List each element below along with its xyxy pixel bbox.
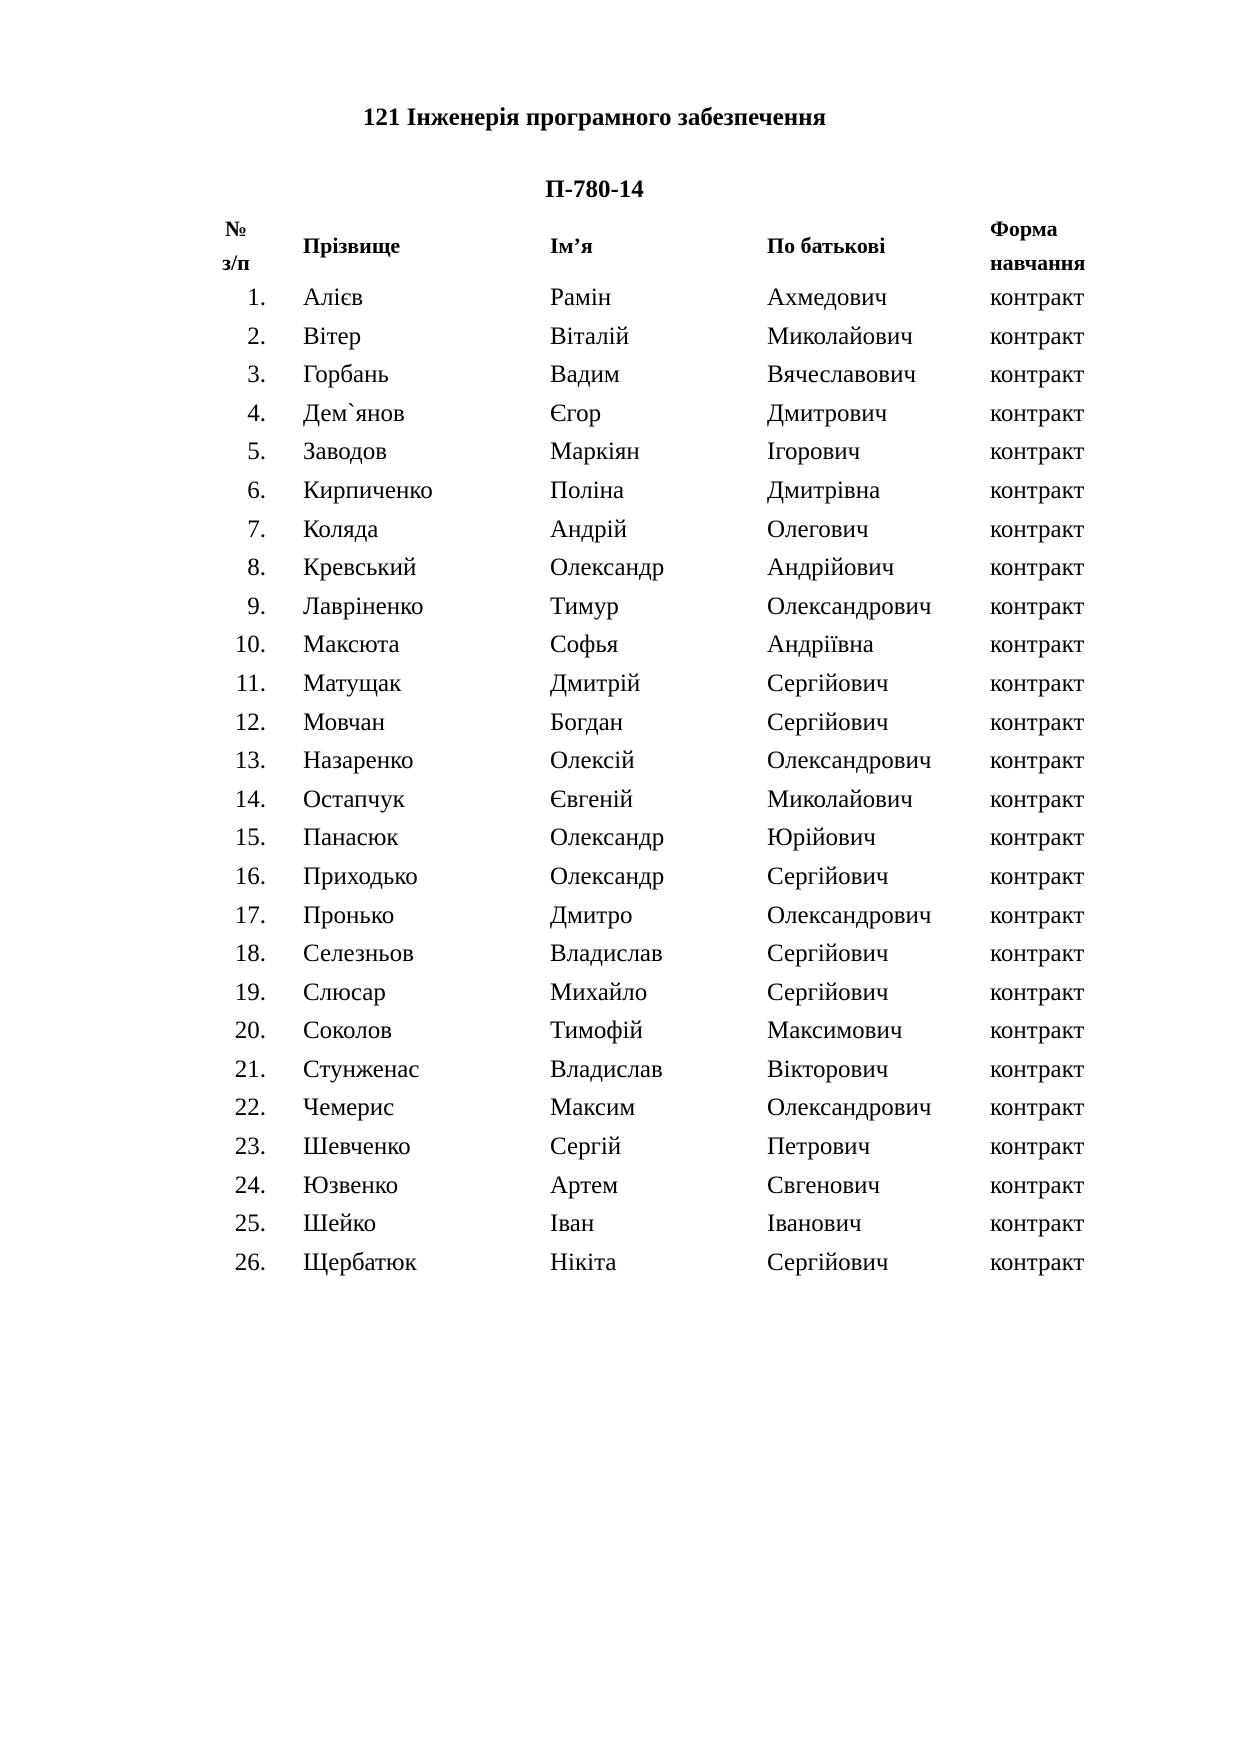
study-form-cell: контракт (990, 1094, 1085, 1122)
surname-cell: Слюсар (303, 978, 386, 1006)
surname-cell: Чемерис (303, 1094, 395, 1122)
study-form-cell: контракт (990, 322, 1085, 350)
name-cell: Максим (550, 1094, 636, 1122)
study-form-cell: контракт (990, 901, 1085, 929)
table-row (0, 1089, 1241, 1128)
row-number: 3. (247, 361, 266, 389)
table-row (0, 974, 1241, 1013)
patronymic-cell: Сергійович (767, 708, 889, 736)
patronymic-cell: Петрович (767, 1133, 871, 1161)
surname-cell: Селезньов (303, 940, 414, 968)
table-row (0, 511, 1241, 550)
name-cell: Владислав (550, 1055, 663, 1083)
table-row (0, 472, 1241, 511)
table-row (0, 433, 1241, 472)
name-cell: Владислав (550, 940, 663, 968)
table-row (0, 279, 1241, 318)
surname-cell: Остапчук (303, 785, 405, 813)
table-row (0, 742, 1241, 781)
study-form-cell: контракт (990, 1171, 1085, 1199)
header-name: Ім’я (550, 233, 593, 258)
table-row (0, 819, 1241, 858)
table-row (0, 549, 1241, 588)
study-form-cell: контракт (990, 631, 1085, 659)
row-number: 25. (234, 1210, 266, 1238)
study-form-cell: контракт (990, 669, 1085, 697)
patronymic-cell: Ігорович (767, 438, 861, 466)
header-number (210, 212, 262, 280)
name-cell: Андрій (550, 515, 627, 543)
patronymic-cell: Сергійович (767, 978, 889, 1006)
row-number: 10. (234, 631, 266, 659)
table-row (0, 318, 1241, 357)
surname-cell: Панасюк (303, 824, 399, 852)
name-cell: Олексій (550, 747, 635, 775)
row-number: 16. (234, 862, 266, 890)
table-row (0, 858, 1241, 897)
row-number: 17. (234, 901, 266, 929)
patronymic-cell: Юрійович (767, 824, 876, 852)
patronymic-cell: Вячеславович (767, 361, 917, 389)
row-number: 13. (234, 747, 266, 775)
name-cell: Тимофій (550, 1017, 643, 1045)
study-form-cell: контракт (990, 476, 1085, 504)
patronymic-cell: Миколайович (767, 785, 913, 813)
row-number: 12. (234, 708, 266, 736)
header-form-line1: Форма (990, 216, 1058, 241)
row-number: 20. (234, 1017, 266, 1045)
name-cell: Маркіян (550, 438, 640, 466)
row-number: 22. (234, 1094, 266, 1122)
name-cell: Рамін (550, 284, 612, 311)
table-row (0, 1128, 1241, 1167)
surname-cell: Кирпиченко (303, 476, 433, 504)
study-form-cell: контракт (990, 824, 1085, 852)
patronymic-cell: Олександрович (767, 592, 932, 620)
group-code: П-780-14 (545, 176, 644, 203)
name-cell: Дмитрій (550, 669, 641, 697)
table-row (0, 935, 1241, 974)
study-form-cell: контракт (990, 1133, 1085, 1161)
row-number: 19. (234, 978, 266, 1006)
name-cell: Віталій (550, 322, 629, 350)
patronymic-cell: Вікторович (767, 1055, 889, 1083)
table-row (0, 1244, 1241, 1283)
study-form-cell: контракт (990, 1248, 1085, 1276)
patronymic-cell: Олександрович (767, 747, 932, 775)
row-number: 21. (234, 1055, 266, 1083)
table-row (0, 1167, 1241, 1206)
name-cell: Дмитро (550, 901, 633, 929)
surname-cell: Соколов (303, 1017, 393, 1045)
name-cell: Єгор (550, 399, 602, 427)
surname-cell: Стунженас (303, 1055, 420, 1083)
patronymic-cell: Максимович (767, 1017, 903, 1045)
row-number: 11. (235, 669, 266, 697)
study-form-cell: контракт (990, 708, 1085, 736)
patronymic-cell: Олегович (767, 515, 869, 543)
study-form-cell: контракт (990, 515, 1085, 543)
patronymic-cell: Олександрович (767, 901, 932, 929)
patronymic-cell: Дмитрович (767, 399, 888, 427)
student-table (0, 279, 1241, 1282)
header-number-line2: з/п (222, 250, 250, 275)
name-cell: Михайло (550, 978, 648, 1006)
study-form-cell: контракт (990, 862, 1085, 890)
name-cell: Софья (550, 631, 619, 659)
row-number: 6. (247, 476, 266, 504)
row-number: 5. (247, 438, 266, 466)
surname-cell: Мовчан (303, 708, 386, 736)
table-row (0, 626, 1241, 665)
patronymic-cell: Миколайович (767, 322, 913, 350)
study-form-cell: контракт (990, 592, 1085, 620)
patronymic-cell: Сергійович (767, 940, 889, 968)
header-study-form (990, 212, 1085, 280)
surname-cell: Шейко (303, 1210, 377, 1238)
surname-cell: Вітер (303, 322, 362, 350)
name-cell: Олександр (550, 862, 665, 890)
table-row (0, 1012, 1241, 1051)
row-number: 9. (247, 592, 266, 620)
surname-cell: Коляда (303, 515, 379, 543)
surname-cell: Заводов (303, 438, 388, 466)
surname-cell: Приходько (303, 862, 418, 890)
name-cell: Олександр (550, 824, 665, 852)
table-row (0, 665, 1241, 704)
name-cell: Олександр (550, 554, 665, 582)
surname-cell: Щербатюк (303, 1248, 417, 1276)
row-number: 2. (247, 322, 266, 350)
header-form-line2: навчання (990, 250, 1086, 275)
document-title: 121 Інженерія програмного забезпечення (362, 104, 827, 131)
surname-cell: Шевченко (303, 1133, 411, 1161)
study-form-cell: контракт (990, 1055, 1085, 1083)
row-number: 1. (247, 284, 266, 311)
table-row (0, 704, 1241, 743)
study-form-cell: контракт (990, 978, 1085, 1006)
patronymic-cell: Ахмедович (767, 284, 888, 311)
row-number: 14. (234, 785, 266, 813)
row-number: 4. (247, 399, 266, 427)
study-form-cell: контракт (990, 361, 1085, 389)
surname-cell: Алієв (303, 284, 364, 311)
table-row (0, 588, 1241, 627)
study-form-cell: контракт (990, 785, 1085, 813)
name-cell: Артем (550, 1171, 619, 1199)
row-number: 18. (234, 940, 266, 968)
name-cell: Нікіта (550, 1248, 617, 1276)
study-form-cell: контракт (990, 399, 1085, 427)
row-number: 7. (247, 515, 266, 543)
patronymic-cell: Іванович (767, 1210, 862, 1238)
surname-cell: Назаренко (303, 747, 414, 775)
surname-cell: Юзвенко (303, 1171, 399, 1199)
table-row (0, 1205, 1241, 1244)
name-cell: Вадим (550, 361, 620, 389)
study-form-cell: контракт (990, 940, 1085, 968)
row-number: 26. (234, 1248, 266, 1276)
patronymic-cell: Сергійович (767, 862, 889, 890)
study-form-cell: контракт (990, 554, 1085, 582)
name-cell: Сергій (550, 1133, 622, 1161)
surname-cell: Кревський (303, 554, 417, 582)
patronymic-cell: Олександрович (767, 1094, 932, 1122)
surname-cell: Пронько (303, 901, 395, 929)
name-cell: Поліна (550, 476, 625, 504)
study-form-cell: контракт (990, 1210, 1085, 1238)
row-number: 23. (234, 1133, 266, 1161)
row-number: 15. (234, 824, 266, 852)
header-number-line1: № (224, 216, 248, 241)
row-number: 8. (247, 554, 266, 582)
study-form-cell: контракт (990, 1017, 1085, 1045)
study-form-cell: контракт (990, 747, 1085, 775)
row-number: 24. (234, 1171, 266, 1199)
study-form-cell: контракт (990, 438, 1085, 466)
table-row (0, 356, 1241, 395)
surname-cell: Лавріненко (303, 592, 424, 620)
patronymic-cell: Сергійович (767, 1248, 889, 1276)
header-surname: Прізвище (303, 233, 401, 258)
patronymic-cell: Дмитрівна (767, 476, 881, 504)
patronymic-cell: Сергійович (767, 669, 889, 697)
table-row (0, 395, 1241, 434)
header-patronymic: По батькові (767, 233, 886, 258)
patronymic-cell: Андріївна (767, 631, 874, 659)
table-row (0, 897, 1241, 936)
surname-cell: Матущак (303, 669, 402, 697)
patronymic-cell: Свгенович (767, 1171, 881, 1199)
surname-cell: Дем`янов (303, 399, 405, 427)
patronymic-cell: Андрійович (767, 554, 895, 582)
table-row (0, 781, 1241, 820)
surname-cell: Максюта (303, 631, 400, 659)
name-cell: Тимур (550, 592, 619, 620)
name-cell: Богдан (550, 708, 624, 736)
name-cell: Іван (550, 1210, 595, 1238)
name-cell: Євгеній (550, 785, 634, 813)
study-form-cell: контракт (990, 284, 1085, 311)
surname-cell: Горбань (303, 361, 389, 389)
table-row (0, 1051, 1241, 1090)
